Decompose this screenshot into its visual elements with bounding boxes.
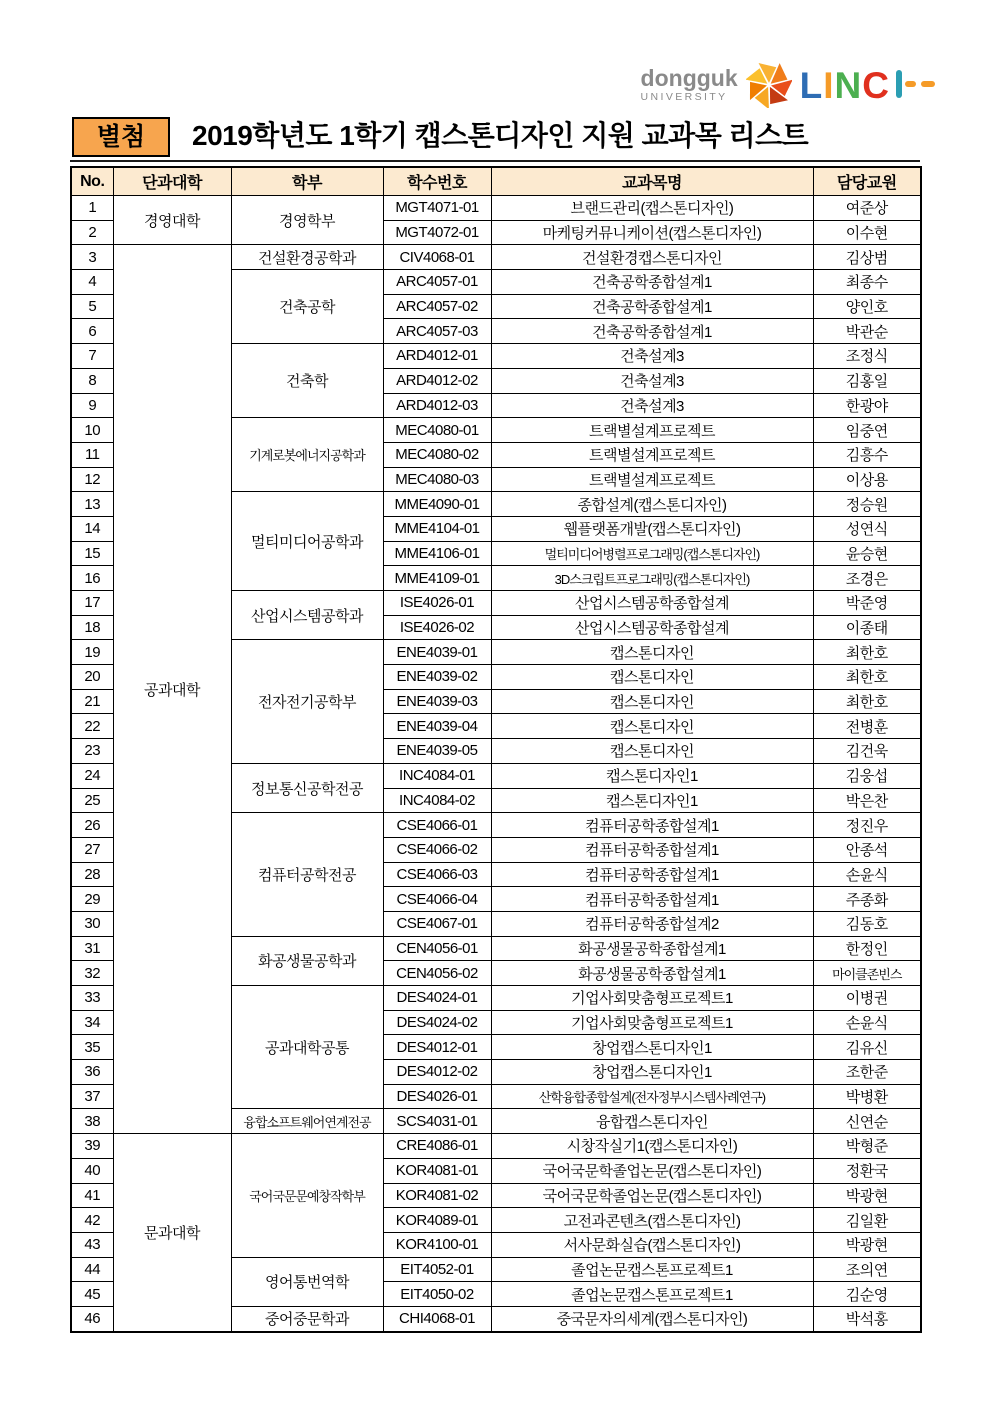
department-cell: 중어중문학과 [231, 1306, 383, 1331]
instructor-cell: 박준영 [813, 591, 921, 616]
instructor-cell: 안종석 [813, 837, 921, 862]
course-code-cell: ENE4039-05 [383, 739, 491, 764]
course-name-cell: 기업사회맞춤형프로젝트1 [491, 986, 813, 1011]
row-number-cell: 44 [71, 1257, 113, 1282]
row-number-cell: 23 [71, 739, 113, 764]
instructor-cell: 최한호 [813, 689, 921, 714]
instructor-cell: 임중연 [813, 418, 921, 443]
course-code-cell: CSE4067-01 [383, 911, 491, 936]
row-number-cell: 4 [71, 270, 113, 295]
row-number-cell: 32 [71, 961, 113, 986]
course-code-cell: MME4104-01 [383, 516, 491, 541]
instructor-cell: 정승원 [813, 492, 921, 517]
department-cell: 멀티미디어공학과 [231, 492, 383, 591]
dongguk-flower-icon [746, 62, 792, 108]
course-code-cell: CSE4066-03 [383, 862, 491, 887]
course-name-cell: 건축공학종합설계1 [491, 294, 813, 319]
instructor-cell: 박은찬 [813, 788, 921, 813]
course-code-cell: ENE4039-02 [383, 665, 491, 690]
course-name-cell: 종합설계(캡스톤디자인) [491, 492, 813, 517]
row-number-cell: 41 [71, 1183, 113, 1208]
course-name-cell: 기업사회맞춤형프로젝트1 [491, 1010, 813, 1035]
row-number-cell: 17 [71, 591, 113, 616]
instructor-cell: 한정인 [813, 936, 921, 961]
department-cell: 정보통신공학전공 [231, 763, 383, 812]
course-name-cell: 트랙별설계프로젝트 [491, 467, 813, 492]
row-number-cell: 9 [71, 393, 113, 418]
course-name-cell: 시창작실기1(캡스톤디자인) [491, 1134, 813, 1159]
row-number-cell: 18 [71, 615, 113, 640]
course-code-cell: EIT4052-01 [383, 1257, 491, 1282]
department-cell: 국어국문문예창작학부 [231, 1134, 383, 1257]
instructor-cell: 박석홍 [813, 1306, 921, 1331]
row-number-cell: 43 [71, 1232, 113, 1257]
course-code-cell: ARC4057-03 [383, 319, 491, 344]
row-number-cell: 10 [71, 418, 113, 443]
department-cell: 건설환경공학과 [231, 245, 383, 270]
row-number-cell: 46 [71, 1306, 113, 1331]
table-row [71, 196, 921, 221]
row-number-cell: 31 [71, 936, 113, 961]
header-logos [641, 62, 936, 108]
instructor-cell: 손윤식 [813, 862, 921, 887]
row-number-cell: 7 [71, 344, 113, 369]
course-code-cell: ISE4026-01 [383, 591, 491, 616]
row-number-cell: 25 [71, 788, 113, 813]
row-number-cell: 26 [71, 813, 113, 838]
course-name-cell: 창업캡스톤디자인1 [491, 1060, 813, 1085]
column-header: 담당교원 [813, 167, 921, 196]
course-code-cell: INC4084-02 [383, 788, 491, 813]
course-name-cell: 건축설계3 [491, 344, 813, 369]
column-header: 학부 [231, 167, 383, 196]
row-number-cell: 45 [71, 1282, 113, 1307]
college-cell: 문과대학 [113, 1134, 231, 1332]
course-name-cell: 컴퓨터공학종합설계1 [491, 813, 813, 838]
instructor-cell: 이병권 [813, 986, 921, 1011]
row-number-cell: 33 [71, 986, 113, 1011]
course-table [70, 166, 922, 1333]
department-cell: 경영학부 [231, 196, 383, 245]
course-name-cell: 캡스톤디자인 [491, 665, 813, 690]
row-number-cell: 6 [71, 319, 113, 344]
course-code-cell: CIV4068-01 [383, 245, 491, 270]
plus-vertical-bar [896, 70, 902, 98]
instructor-cell: 주종화 [813, 887, 921, 912]
row-number-cell: 40 [71, 1158, 113, 1183]
course-name-cell: 졸업논문캡스톤프로젝트1 [491, 1282, 813, 1307]
row-number-cell: 20 [71, 665, 113, 690]
instructor-cell: 김일환 [813, 1208, 921, 1233]
course-name-cell: 캡스톤디자인 [491, 739, 813, 764]
course-name-cell: 건설환경캡스톤디자인 [491, 245, 813, 270]
row-number-cell: 15 [71, 541, 113, 566]
instructor-cell: 조정식 [813, 344, 921, 369]
plus-horizontal-bar [905, 81, 916, 87]
course-name-cell: 마케팅커뮤니케이션(캡스톤디자인) [491, 220, 813, 245]
department-cell: 건축학 [231, 344, 383, 418]
department-cell: 영어통번역학 [231, 1257, 383, 1306]
course-code-cell: KOR4081-01 [383, 1158, 491, 1183]
course-code-cell: ARC4057-01 [383, 270, 491, 295]
instructor-cell: 박병환 [813, 1084, 921, 1109]
dongguk-logo-sub: UNIVERSITY [640, 91, 728, 104]
row-number-cell: 11 [71, 442, 113, 467]
instructor-cell: 박광현 [813, 1183, 921, 1208]
instructor-cell: 손윤식 [813, 1010, 921, 1035]
course-name-cell: 산업시스템공학종합설계 [491, 615, 813, 640]
linc-letter: L [799, 64, 824, 106]
page-title: 2019학년도 1학기 캡스톤디자인 지원 교과목 리스트 [192, 120, 809, 151]
course-code-cell: ARD4012-02 [383, 368, 491, 393]
course-code-cell: EIT4050-02 [383, 1282, 491, 1307]
instructor-cell: 이수현 [813, 220, 921, 245]
course-name-cell: 건축설계3 [491, 393, 813, 418]
row-number-cell: 22 [71, 714, 113, 739]
table-header-row [71, 167, 921, 196]
row-number-cell: 38 [71, 1109, 113, 1134]
row-number-cell: 5 [71, 294, 113, 319]
column-header: No. [71, 167, 113, 196]
course-name-cell: 산업시스템공학종합설계 [491, 591, 813, 616]
department-cell: 전자전기공학부 [231, 640, 383, 763]
row-number-cell: 29 [71, 887, 113, 912]
instructor-cell: 이종태 [813, 615, 921, 640]
row-number-cell: 42 [71, 1208, 113, 1233]
course-code-cell: DES4026-01 [383, 1084, 491, 1109]
dongguk-logo-name: dongguk [640, 65, 738, 92]
department-cell: 기계로봇에너지공학과 [231, 418, 383, 492]
instructor-cell: 신연순 [813, 1109, 921, 1134]
instructor-cell: 김흥수 [813, 442, 921, 467]
course-code-cell: DES4024-01 [383, 986, 491, 1011]
course-code-cell: MME4109-01 [383, 566, 491, 591]
course-code-cell: MEC4080-02 [383, 442, 491, 467]
course-code-cell: SCS4031-01 [383, 1109, 491, 1134]
course-code-cell: ARC4057-02 [383, 294, 491, 319]
row-number-cell: 36 [71, 1060, 113, 1085]
course-name-cell: 컴퓨터공학종합설계1 [491, 887, 813, 912]
row-number-cell: 30 [71, 911, 113, 936]
instructor-cell: 정진우 [813, 813, 921, 838]
instructor-cell: 김상범 [813, 245, 921, 270]
course-name-cell: 캡스톤디자인 [491, 714, 813, 739]
course-code-cell: ARD4012-01 [383, 344, 491, 369]
instructor-cell: 최종수 [813, 270, 921, 295]
department-cell: 건축공학 [231, 270, 383, 344]
row-number-cell: 21 [71, 689, 113, 714]
row-number-cell: 12 [71, 467, 113, 492]
course-name-cell: 브랜드관리(캡스톤디자인) [491, 196, 813, 221]
course-code-cell: MEC4080-03 [383, 467, 491, 492]
course-name-cell: 국어국문학졸업논문(캡스톤디자인) [491, 1183, 813, 1208]
course-name-cell: 캡스톤디자인 [491, 640, 813, 665]
instructor-cell: 윤승현 [813, 541, 921, 566]
college-cell: 경영대학 [113, 196, 231, 245]
instructor-cell: 성연식 [813, 516, 921, 541]
course-name-cell: 산학융합종합설계(전자정부시스템사례연구) [491, 1084, 813, 1109]
instructor-cell: 최한호 [813, 665, 921, 690]
course-code-cell: MME4106-01 [383, 541, 491, 566]
column-header: 학수번호 [383, 167, 491, 196]
course-code-cell: MGT4072-01 [383, 220, 491, 245]
course-name-cell: 화공생물공학종합설계1 [491, 961, 813, 986]
course-name-cell: 졸업논문캡스톤프로젝트1 [491, 1257, 813, 1282]
department-cell: 화공생물공학과 [231, 936, 383, 985]
instructor-cell: 전병훈 [813, 714, 921, 739]
instructor-cell: 김웅섭 [813, 763, 921, 788]
row-number-cell: 8 [71, 368, 113, 393]
row-number-cell: 16 [71, 566, 113, 591]
row-number-cell: 14 [71, 516, 113, 541]
course-name-cell: 캡스톤디자인1 [491, 788, 813, 813]
instructor-cell: 김순영 [813, 1282, 921, 1307]
course-code-cell: MME4090-01 [383, 492, 491, 517]
row-number-cell: 37 [71, 1084, 113, 1109]
course-code-cell: DES4012-02 [383, 1060, 491, 1085]
course-name-cell: 캡스톤디자인1 [491, 763, 813, 788]
dongguk-logo [641, 67, 738, 103]
course-code-cell: ARD4012-03 [383, 393, 491, 418]
linc-letter: I [823, 64, 835, 106]
course-code-cell: MGT4071-01 [383, 196, 491, 221]
course-code-cell: ENE4039-01 [383, 640, 491, 665]
course-name-cell: 3D스크립트프로그래밍(캡스톤디자인) [491, 566, 813, 591]
instructor-cell: 조경은 [813, 566, 921, 591]
instructor-cell: 한광야 [813, 393, 921, 418]
instructor-cell: 이상용 [813, 467, 921, 492]
instructor-cell: 최한호 [813, 640, 921, 665]
course-name-cell: 국어국문학졸업논문(캡스톤디자인) [491, 1158, 813, 1183]
course-name-cell: 창업캡스톤디자인1 [491, 1035, 813, 1060]
linc-letters [799, 64, 890, 106]
course-code-cell: CSE4066-04 [383, 887, 491, 912]
course-code-cell: CRE4086-01 [383, 1134, 491, 1159]
course-name-cell: 건축공학종합설계1 [491, 319, 813, 344]
course-name-cell: 건축설계3 [491, 368, 813, 393]
row-number-cell: 28 [71, 862, 113, 887]
course-name-cell: 고전과콘텐츠(캡스톤디자인) [491, 1208, 813, 1233]
instructor-cell: 조의연 [813, 1257, 921, 1282]
course-name-cell: 멀티미디어병렬프로그래밍(캡스톤디자인) [491, 541, 813, 566]
row-number-cell: 39 [71, 1134, 113, 1159]
course-name-cell: 컴퓨터공학종합설계1 [491, 837, 813, 862]
title-underline [70, 160, 920, 162]
course-code-cell: CEN4056-02 [383, 961, 491, 986]
department-cell: 공과대학공통 [231, 986, 383, 1109]
department-cell: 산업시스템공학과 [231, 591, 383, 640]
row-number-cell: 2 [71, 220, 113, 245]
course-code-cell: KOR4089-01 [383, 1208, 491, 1233]
column-header: 교과목명 [491, 167, 813, 196]
instructor-cell: 김홍일 [813, 368, 921, 393]
linc-plus-icon [890, 65, 936, 105]
instructor-cell: 조한준 [813, 1060, 921, 1085]
course-name-cell: 서사문화실습(캡스톤디자인) [491, 1232, 813, 1257]
course-code-cell: DES4024-02 [383, 1010, 491, 1035]
row-number-cell: 19 [71, 640, 113, 665]
course-name-cell: 화공생물공학종합설계1 [491, 936, 813, 961]
course-code-cell: CHI4068-01 [383, 1306, 491, 1331]
table-row [71, 245, 921, 270]
course-name-cell: 건축공학종합설계1 [491, 270, 813, 295]
department-cell: 컴퓨터공학전공 [231, 813, 383, 936]
course-code-cell: ENE4039-04 [383, 714, 491, 739]
course-code-cell: DES4012-01 [383, 1035, 491, 1060]
row-number-cell: 27 [71, 837, 113, 862]
instructor-cell: 마이클존빈스 [813, 961, 921, 986]
course-code-cell: CSE4066-01 [383, 813, 491, 838]
course-code-cell: KOR4081-02 [383, 1183, 491, 1208]
course-code-cell: KOR4100-01 [383, 1232, 491, 1257]
instructor-cell: 여준상 [813, 196, 921, 221]
course-code-cell: CSE4066-02 [383, 837, 491, 862]
attachment-badge: 별첨 [72, 117, 170, 157]
linc-letter: N [834, 64, 863, 106]
plus-dash [921, 81, 935, 87]
row-number-cell: 34 [71, 1010, 113, 1035]
linc-plus-logo [800, 65, 936, 105]
instructor-cell: 김유신 [813, 1035, 921, 1060]
linc-letter: C [862, 64, 890, 106]
course-code-cell: ISE4026-02 [383, 615, 491, 640]
row-number-cell: 13 [71, 492, 113, 517]
row-number-cell: 24 [71, 763, 113, 788]
course-code-cell: ENE4039-03 [383, 689, 491, 714]
instructor-cell: 김건욱 [813, 739, 921, 764]
course-name-cell: 트랙별설계프로젝트 [491, 418, 813, 443]
course-code-cell: MEC4080-01 [383, 418, 491, 443]
department-cell: 융합소프트웨어연계전공 [231, 1109, 383, 1134]
course-code-cell: CEN4056-01 [383, 936, 491, 961]
course-name-cell: 캡스톤디자인 [491, 689, 813, 714]
row-number-cell: 3 [71, 245, 113, 270]
instructor-cell: 김동호 [813, 911, 921, 936]
course-name-cell: 컴퓨터공학종합설계2 [491, 911, 813, 936]
table-row [71, 1134, 921, 1159]
instructor-cell: 정환국 [813, 1158, 921, 1183]
college-cell: 공과대학 [113, 245, 231, 1134]
instructor-cell: 양인호 [813, 294, 921, 319]
row-number-cell: 1 [71, 196, 113, 221]
column-header: 단과대학 [113, 167, 231, 196]
course-name-cell: 중국문자의세계(캡스톤디자인) [491, 1306, 813, 1331]
course-table-body [71, 196, 921, 1332]
course-name-cell: 컴퓨터공학종합설계1 [491, 862, 813, 887]
course-name-cell: 융합캡스톤디자인 [491, 1109, 813, 1134]
course-name-cell: 트랙별설계프로젝트 [491, 442, 813, 467]
instructor-cell: 박형준 [813, 1134, 921, 1159]
instructor-cell: 박관순 [813, 319, 921, 344]
row-number-cell: 35 [71, 1035, 113, 1060]
course-name-cell: 웹플랫폼개발(캡스톤디자인) [491, 516, 813, 541]
course-code-cell: INC4084-01 [383, 763, 491, 788]
instructor-cell: 박광현 [813, 1232, 921, 1257]
